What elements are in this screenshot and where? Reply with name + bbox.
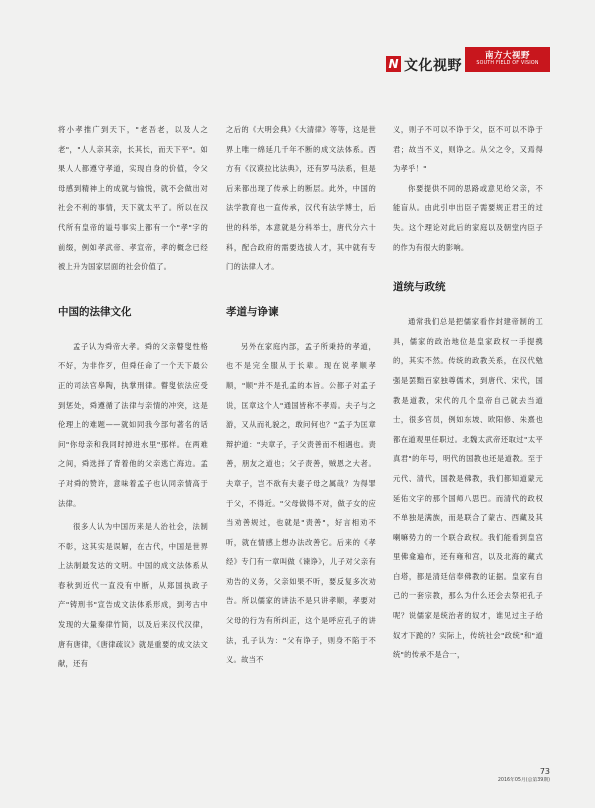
section-heading-law: 中国的法律文化 xyxy=(58,305,132,318)
paragraph: 你要提供不同的思路或意见给父亲，不能盲从。由此引申出臣子需要规正君王的过失。这个理论对此后的家庭以及朝堂内臣子的作为有很大的影响。 xyxy=(393,183,543,252)
brand-english-name: SOUTH FIELD OF VISION xyxy=(476,61,539,66)
text-column-1 xyxy=(58,120,208,674)
paragraph: 将小孝推广到天下，"老吾老，以及人之老"，"人人亲其亲，长其长，而天下平"。如果人人都遵守孝道，实现自身的价值，令父母感到精神上的成就与愉悦，就不会做出对社会不利的事情，天下就太平了。所以在汉代所有皇帝的谥号事实上都有一个"孝"字的前缀，例如孝武帝、孝宣帝，孝的概念已经被上升为国家层面的社会价值了。 xyxy=(58,125,208,272)
page-header xyxy=(0,0,595,90)
paragraph: 之后的《大明会典》《大清律》等等，这是世界上唯一绵延几千年不断的成文法体系。西方有《汉谟拉比法典》，还有罗马法系，但是后来都出现了传承上的断层。此外，中国的法学教育也一直传承，汉代有法学博士，后世的科举，本意就是分科举士，唐代分六十科，配合政府的需要选拔人才，其中就有专门的法律人才。 xyxy=(226,125,376,272)
text-column-2 xyxy=(226,120,376,670)
section-heading-filial-remonstrance: 孝道与诤谏 xyxy=(226,305,279,318)
page-footer xyxy=(480,767,550,785)
issue-date: 2016年05月(总第39期) xyxy=(497,778,550,783)
section-title: 文化视野 xyxy=(404,58,462,74)
magazine-brand-badge xyxy=(465,47,550,72)
paragraph: 另外在家庭内部，孟子所秉持的孝道，也不是完全服从于长辈。现在说孝顺孝顺，"顺"并不是孔孟的本旨。公都子对孟子说，匡章这个人"通国皆称不孝焉。夫子与之游，又从而礼貌之，敢问何也？"孟子为匡章辩护道："夫章子，子父责善而不相遇也。责善，朋友之道也；父子责善，贼恩之大者。夫章子，岂不欲有夫妻子母之属哉？为得罪于父，不得近。"父母做得不对，做子女的应当劝善规过，也就是"责善"，好言相劝不听，就在情感上想办法改善它。后来的《孝经》专门有一章叫做《谏诤》，儿子对父亲有劝告的义务，父亲如果不听，要反复多次劝告。所以儒家的讲法不是只讲孝顺，孝要对父母的行为有所纠正，这个是呼应孔子的讲法，孔子认为："父有诤子，则身不陷于不义。故当不 xyxy=(226,341,376,665)
paragraph: 孟子认为舜帝大孝。舜的父亲瞽叟性格不好，为非作歹，但舜任命了一个天下最公正的司法官皋陶，执掌刑律。瞽叟依法应受到惩处，舜遵循了法律与亲情的冲突，这是伦理上的难题——就如同我今部句著名的话问"你母亲和我同时掉进水里"那样。在两难之间，舜选择了背着他的父亲逃亡海边。孟子对舜的赞许，意味着孟子也认同亲情高于法律。 xyxy=(58,341,208,508)
paragraph: 通常我们总是把儒家看作封建帝制的工具，儒家的政治地位是皇家政权一手提携的，其实不然。传统的政教关系，在汉代勉强是罢黜百家独尊儒术，到唐代、宋代，国教是道教，宋代的几个皇帝自己就去当道士，很多官员，例如东坡、欧阳修、朱熹也都在道观里任职过。北魏太武帝还取过"太平真君"的年号，明代的国教也还是道教。至于元代、清代，国教是佛教，我们都知道蒙元延佑文字的那个国师八思巴。而清代的政权不单独是满族，而是联合了蒙古、西藏及其喇嘛势力的一个联合政权。我们能看到皇宫里佛龛遍布，还有雍和宫，以及北海的藏式白塔，都是清廷信奉佛教的证据。皇家有自己的一套宗教，那么为什么还会去祭祀孔子呢？说儒家是统治者的奴才，谁见过主子给奴才下跪的？实际上，传统社会"政统"和"道统"的传承不是合一， xyxy=(393,317,543,660)
section-logo-icon: N xyxy=(386,56,401,72)
brand-chinese-name: 南方大视野 xyxy=(484,51,530,61)
paragraph: 很多人认为中国历来是人治社会，法制不彰，这其实是误解，在古代，中国是世界上法制最发达的文明。中国的成文法体系从春秋到近代一直没有中断，从郑国执政子产"铸刑书"宣告成文法体系形成，到考古中发现的大量秦律竹简，以及后来汉代汉律，唐有唐律，《唐律疏议》就是重要的成文法文献，还有 xyxy=(58,522,208,669)
section-heading-daotong-zhengtong: 道统与政统 xyxy=(393,281,446,294)
paragraph: 义，则子不可以不诤于父，臣不可以不诤于君；故当不义，则诤之。从父之令，又焉得为孝乎！" xyxy=(393,125,543,174)
page-number: 73 xyxy=(539,767,550,776)
text-column-3 xyxy=(393,120,543,665)
